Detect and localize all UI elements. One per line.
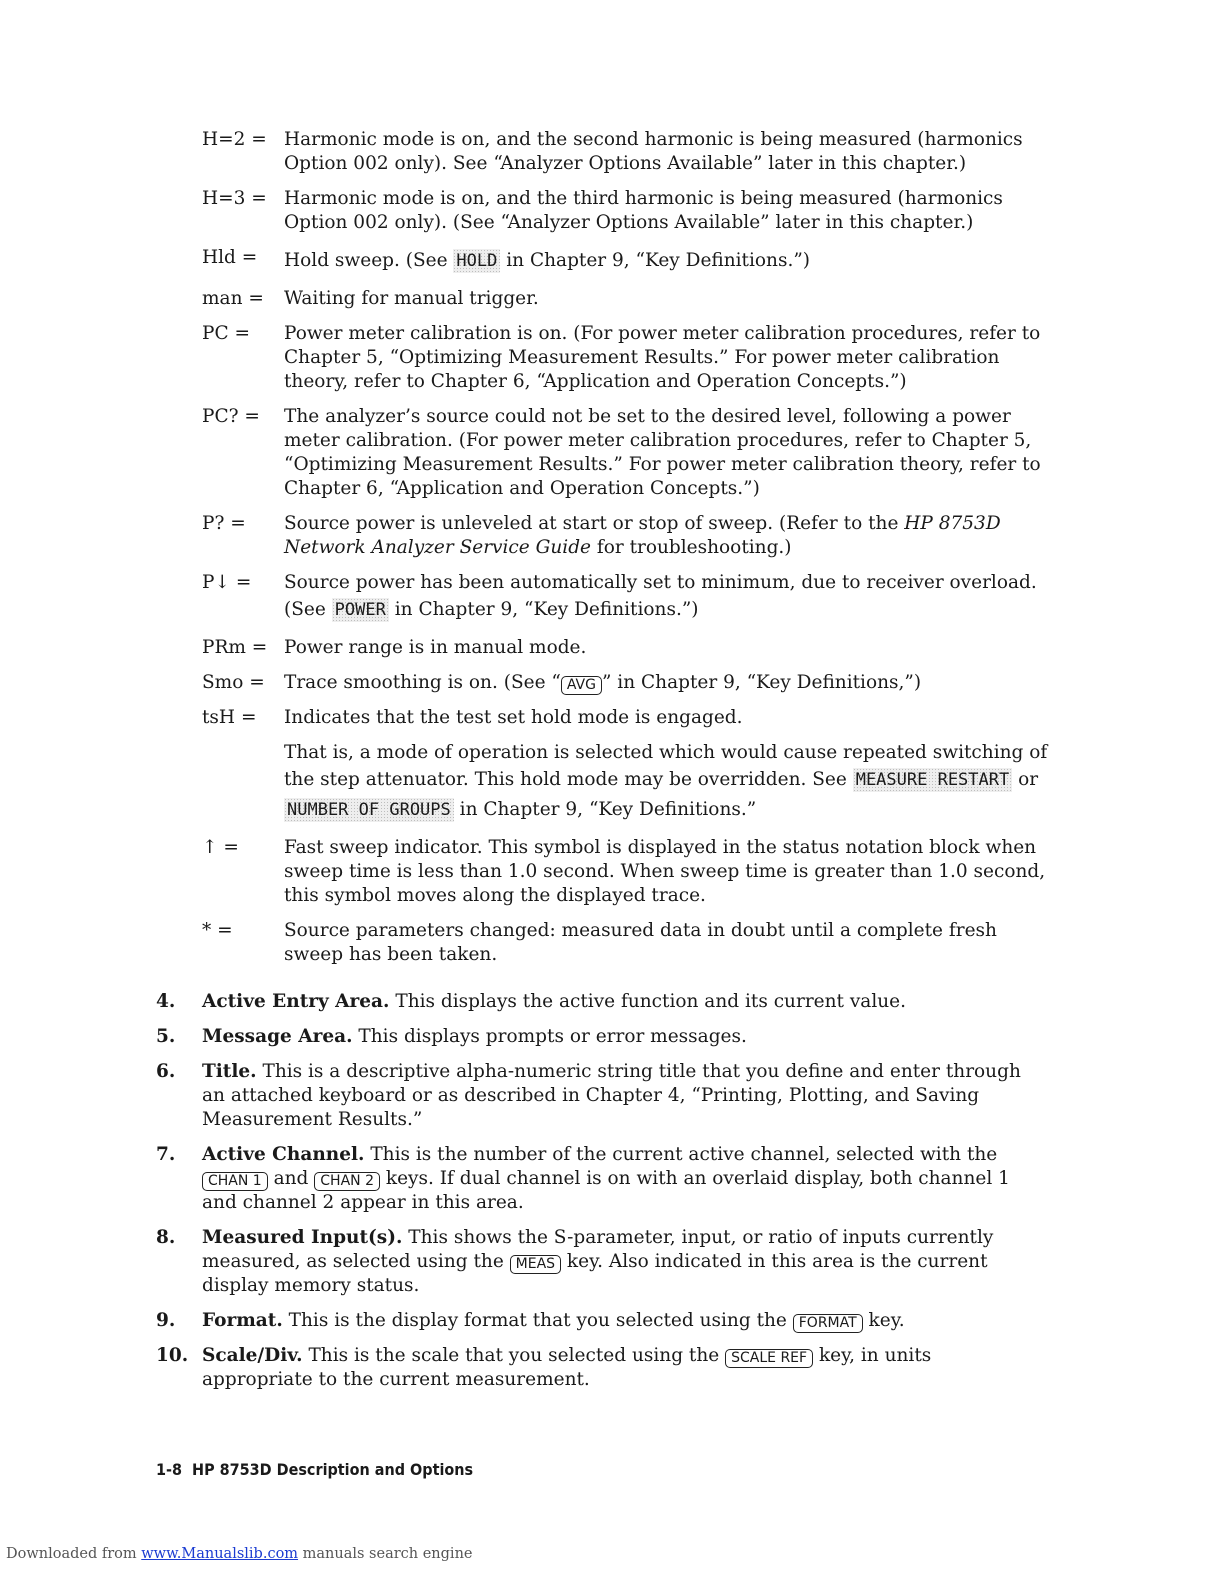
list-item	[156, 1344, 1036, 1392]
list-item	[156, 1025, 1036, 1049]
def-text: That is, a mode of operation is selected which would cause repeated switching of the step attenuator. This hold mode may be overridden. See	[284, 742, 1048, 790]
item-number: 6.	[156, 1061, 176, 1082]
def-text: Source power is unleveled at start or stop of sweep. (Refer to the	[284, 513, 905, 534]
hardkey-meas: MEAS	[510, 1255, 561, 1274]
def-text: Power meter calibration is on. (For power meter calibration procedures, refer to Chapter 5, “Optimizing Measurement Results.” For power meter calibration theory, refer to Chapter 6, “Application and Operation Concepts.”)	[284, 323, 1041, 392]
def-test-set-hold	[202, 706, 1052, 825]
hardkey-avg: AVG	[561, 676, 602, 695]
def-text: Hold sweep. (See	[284, 250, 454, 271]
item-text: This is the display format that you selected using the	[282, 1310, 793, 1331]
item-text: and	[267, 1168, 315, 1189]
def-smoothing	[202, 671, 1052, 695]
item-number: 5.	[156, 1026, 176, 1047]
item-text: keys. If dual channel is on with an overlaid display, both channel 1 and channel 2 appear in this area.	[202, 1168, 1010, 1213]
item-text: This is a descriptive alpha-numeric string title that you define and enter through an attached keyboard or as described in Chapter 4, “Printing, Plotting, and Saving Measurement Results.”	[202, 1061, 1021, 1130]
softkey-measure-restart: MEASURE RESTART	[853, 768, 1013, 792]
item-title: Measured Input(s).	[202, 1227, 403, 1248]
item-title: Format.	[202, 1310, 283, 1331]
def-text: or	[1012, 769, 1039, 790]
def-manual	[202, 287, 1052, 311]
softkey-hold: HOLD	[453, 249, 500, 273]
download-banner	[6, 1542, 473, 1566]
def-term: man =	[202, 288, 264, 309]
guide-title: HP 8753D Network Analyzer Service Guide	[284, 513, 1001, 558]
list-item	[156, 1143, 1036, 1215]
def-term: Hld =	[202, 247, 258, 268]
def-power-cal-failed	[202, 405, 1052, 501]
softkey-power: POWER	[332, 598, 389, 622]
def-text: Harmonic mode is on, and the second harmonic is being measured (harmonics Option 002 only). See “Analyzer Options Available” later in this chapter.)	[284, 129, 1023, 174]
def-params-changed	[202, 919, 1052, 967]
def-hold	[202, 246, 1052, 276]
def-text: Harmonic mode is on, and the third harmonic is being measured (harmonics Option 002 only). (See “Analyzer Options Available” later in this chapter.)	[284, 188, 1003, 233]
item-title: Scale/Div.	[202, 1345, 303, 1366]
def-fast-sweep	[202, 836, 1052, 908]
item-text: key, in units appropriate to the current measurement.	[202, 1345, 932, 1390]
def-term: PC? =	[202, 406, 260, 427]
item-number: 9.	[156, 1310, 176, 1331]
def-text: Source parameters changed: measured data in doubt until a complete fresh sweep has been taken.	[284, 920, 997, 965]
item-number: 8.	[156, 1227, 176, 1248]
status-notation-definitions	[202, 128, 1052, 978]
def-term: PC =	[202, 323, 250, 344]
def-unleveled	[202, 512, 1052, 560]
list-item	[156, 1309, 1036, 1333]
page-number: 1-8	[156, 1460, 183, 1479]
def-harmonic-3	[202, 187, 1052, 235]
item-number: 7.	[156, 1144, 176, 1165]
def-term: P↓ =	[202, 572, 252, 593]
def-term: P? =	[202, 513, 246, 534]
def-text: Indicates that the test set hold mode is engaged.	[284, 707, 743, 728]
hardkey-chan-1: CHAN 1	[202, 1172, 268, 1191]
def-term: tsH =	[202, 707, 257, 728]
list-item	[156, 1226, 1036, 1298]
def-text: for troubleshooting.)	[591, 537, 792, 558]
item-number: 10.	[156, 1345, 189, 1366]
item-text: This displays the active function and its current value.	[389, 991, 906, 1012]
def-text: Trace smoothing is on. (See “	[284, 672, 561, 693]
def-power-cal	[202, 322, 1052, 394]
item-text: This shows the S-parameter, input, or ratio of inputs currently measured, as selected using the	[202, 1227, 994, 1272]
def-text: in Chapter 9, “Key Definitions.”)	[500, 250, 811, 271]
def-term: * =	[202, 920, 233, 941]
item-title: Message Area.	[202, 1026, 353, 1047]
def-term: Smo =	[202, 672, 265, 693]
item-text: This is the scale that you selected using the	[302, 1345, 726, 1366]
download-prefix: Downloaded from	[6, 1546, 142, 1562]
def-term: H=3 =	[202, 188, 267, 209]
item-text: This is the number of the current active channel, selected with the	[364, 1144, 998, 1165]
hardkey-scale-ref: SCALE REF	[725, 1349, 813, 1368]
item-text: key. Also indicated in this area is the current display memory status.	[202, 1251, 988, 1296]
def-text: Waiting for manual trigger.	[284, 288, 539, 309]
def-term: ↑ =	[202, 837, 239, 858]
def-term: H=2 =	[202, 129, 267, 150]
item-title: Active Channel.	[202, 1144, 365, 1165]
def-text: in Chapter 9, “Key Definitions.”)	[388, 599, 699, 620]
footer-title: HP 8753D Description and Options	[192, 1460, 474, 1479]
def-text: Fast sweep indicator. This symbol is displayed in the status notation block when sweep time is less than 1.0 second. When sweep time is greater than 1.0 second, this symbol moves along the displayed trace.	[284, 837, 1046, 906]
list-item	[156, 1060, 1036, 1132]
def-text: Source power has been automatically set to minimum, due to receiver overload. (See	[284, 572, 1037, 620]
display-area-items	[156, 990, 1036, 1403]
page-footer	[156, 1458, 473, 1482]
def-harmonic-2	[202, 128, 1052, 176]
hardkey-chan-2: CHAN 2	[314, 1172, 380, 1191]
def-power-tripped	[202, 571, 1052, 625]
def-text: The analyzer’s source could not be set to the desired level, following a power meter calibration. (For power meter calibration procedures, refer to Chapter 5, “Optimizing Measurement Results.” For power meter calibration theory, refer to Chapter 6, “Application and Operation Concepts.”)	[284, 406, 1041, 499]
def-text: in Chapter 9, “Key Definitions.”	[453, 799, 757, 820]
item-number: 4.	[156, 991, 176, 1012]
item-title: Title.	[202, 1061, 257, 1082]
hardkey-format: FORMAT	[793, 1314, 863, 1333]
download-suffix: manuals search engine	[298, 1546, 473, 1562]
manualslib-link[interactable]: www.Manualslib.com	[141, 1546, 299, 1562]
item-title: Active Entry Area.	[202, 991, 390, 1012]
def-term: PRm =	[202, 637, 268, 658]
list-item	[156, 990, 1036, 1014]
def-text: ” in Chapter 9, “Key Definitions,”)	[601, 672, 922, 693]
def-text: Power range is in manual mode.	[284, 637, 587, 658]
def-power-range-manual	[202, 636, 1052, 660]
softkey-number-of-groups: NUMBER OF GROUPS	[284, 798, 454, 822]
item-text: This displays prompts or error messages.	[352, 1026, 747, 1047]
item-text: key.	[862, 1310, 905, 1331]
